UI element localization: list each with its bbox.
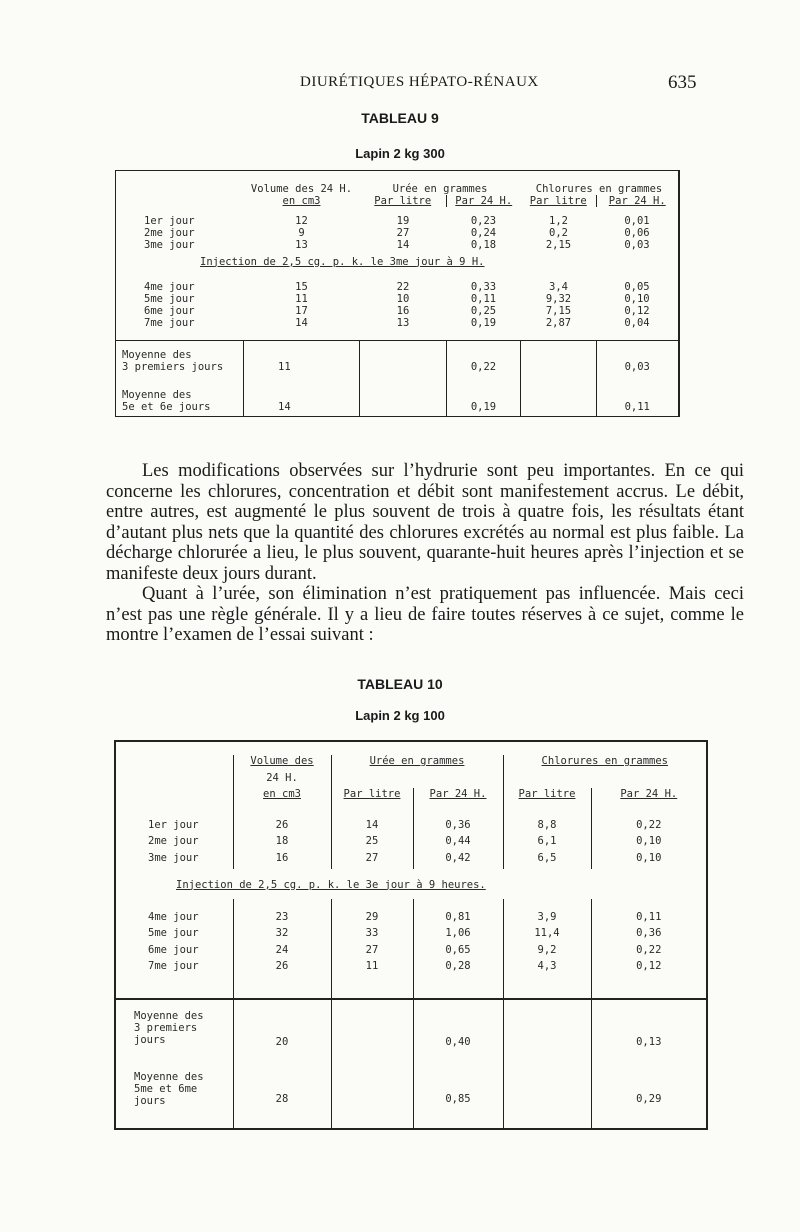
- table-row-average: Moyenne des 3 premiers jours 20 0,40 0,13: [115, 999, 707, 1063]
- table-row: 2me jour 9 27 0,24 0,2 0,06: [144, 226, 650, 239]
- table-row: 1er jour 26 14 0,36 8,8 0,22: [115, 819, 707, 836]
- table9-volume-unit: en cm3: [282, 194, 321, 207]
- table-row: 3me jour 13 14 0,18 2,15 0,03: [144, 238, 650, 251]
- table10-chl-par-litre: Par litre: [503, 788, 591, 805]
- table10-caption: TABLEAU 10: [357, 676, 443, 692]
- table-row-average: Moyenne des 5e et 6e jours 14 0,19 0,11: [116, 381, 679, 417]
- table9-chl-par-litre: Par litre: [529, 194, 587, 207]
- table9-injection-note: Injection de 2,5 cg. p. k. le 3me jour à 9 H.: [200, 255, 485, 268]
- table10-chl-par-24h: Par 24 H.: [591, 788, 707, 805]
- table10-volume-header-2: 24 H.: [233, 772, 331, 789]
- table10-volume-unit: en cm3: [233, 788, 331, 805]
- table9-uree-par-litre: Par litre: [374, 194, 432, 207]
- table10-injection-note: Injection de 2,5 cg. p. k. le 3e jour à 9 heures.: [176, 878, 486, 891]
- table10-uree-par-litre: Par litre: [331, 788, 413, 805]
- table9-chl-par-24h: Par 24 H.: [597, 195, 679, 207]
- table9-subtitle: Lapin 2 kg 300: [355, 146, 445, 161]
- table9-volume-header: Volume des 24 H.: [250, 182, 353, 195]
- table10-uree-par-24h: Par 24 H.: [413, 788, 503, 805]
- table9-uree-header: Urée en grammes: [392, 182, 488, 195]
- body-text: [106, 461, 744, 646]
- table9-uree-par-24h: Par 24 H.: [447, 195, 521, 207]
- table-row: 6me jour 17 16 0,25 7,15 0,12: [144, 304, 650, 317]
- table-row: 7me jour 26 11 0,28 4,3 0,12: [115, 960, 707, 977]
- paragraph: Les modifications observées sur l’hydrurie sont peu importantes. En ce qui concerne les chlorures, concentration et débit sont manifestement accrus. Le débit, entre autres, est augmenté le plus souvent de trois à quatre fois, les résultats étant d’autant plus nets que la quantité des chlorures excrétés au normal est plus faible. La décharge chlorurée a lieu, le plus souvent, quarante-huit heures après l’injection et se manifeste deux jours durant.: [106, 461, 744, 584]
- table9-header-row1: [116, 183, 679, 195]
- page-number: 635: [668, 72, 697, 93]
- table-row: 3me jour 16 27 0,42 6,5 0,10: [115, 852, 707, 869]
- table-row: 6me jour 24 27 0,65 9,2 0,22: [115, 944, 707, 961]
- running-title: DIURÉTIQUES HÉPATO-RÉNAUX: [300, 74, 539, 90]
- table9-caption: TABLEAU 9: [361, 110, 439, 126]
- table10-chlorures-header: Chlorures en grammes: [503, 755, 707, 772]
- table9-header-row2: [116, 195, 679, 207]
- table10-subtitle: Lapin 2 kg 100: [355, 708, 445, 723]
- table-row-average: Moyenne des 5me et 6me jours 28 0,85 0,29: [115, 1063, 707, 1129]
- table10: [114, 740, 708, 1130]
- table9: [115, 170, 680, 417]
- table-row: 2me jour 18 25 0,44 6,1 0,10: [115, 835, 707, 852]
- table10-header-row1: [115, 755, 707, 772]
- table-row: 4me jour 15 22 0,33 3,4 0,05: [144, 280, 650, 293]
- table-row: 5me jour 32 33 1,06 11,4 0,36: [115, 927, 707, 944]
- running-header: [0, 74, 800, 98]
- table10-header-row3: [115, 788, 707, 805]
- table10-header-row2: [115, 772, 707, 789]
- table-row: 4me jour 23 29 0,81 3,9 0,11: [115, 911, 707, 928]
- table-row-average: Moyenne des 3 premiers jours 11 0,22 0,03: [116, 341, 679, 381]
- table-row: 7me jour 14 13 0,19 2,87 0,04: [144, 316, 650, 329]
- paragraph: Quant à l’urée, son élimination n’est pratiquement pas influencée. Mais ceci n’est pas une règle générale. Il y a lieu de faire toutes réserves à ce sujet, comme le montre l’examen de l’essai suivant :: [106, 584, 744, 645]
- table10-volume-header: Volume des: [233, 755, 331, 772]
- table-row: 1er jour 12 19 0,23 1,2 0,01: [144, 214, 650, 227]
- table-row: 5me jour 11 10 0,11 9,32 0,10: [144, 292, 650, 305]
- table9-chlorures-header: Chlorures en grammes: [535, 182, 663, 195]
- table10-uree-header: Urée en grammes: [331, 755, 503, 772]
